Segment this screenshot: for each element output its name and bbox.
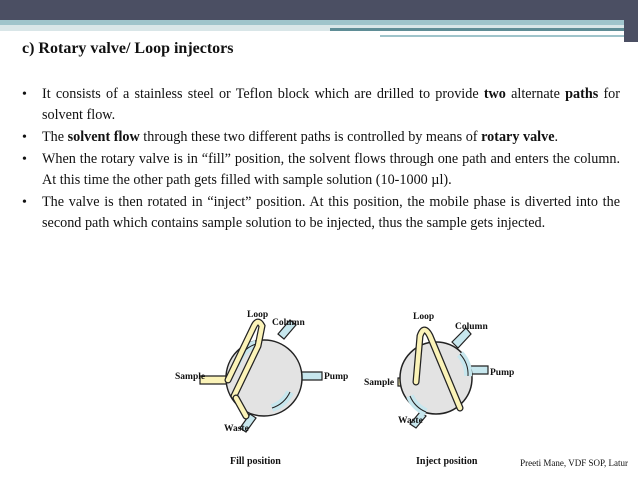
inject-loop-label: Loop xyxy=(413,312,435,322)
header-accent-line xyxy=(330,28,624,31)
bullet-text: It consists of a stainless steel or Teflon block which are drilled to provide xyxy=(42,86,484,102)
bullet-bold-text: paths xyxy=(565,86,599,102)
bullet-text: through these two different paths is controlled by means of xyxy=(139,129,482,145)
bullet-text: When the rotary valve is in “fill” position, the solvent flows through one path and enters the column. At this time the other path gets filled with sample solution (10-1000 µl). xyxy=(42,151,620,188)
header-accent-line-2 xyxy=(380,35,624,37)
inject-column-label: Column xyxy=(455,322,488,332)
slide-title: c) Rotary valve/ Loop injectors xyxy=(22,40,234,57)
bullet-bold-text: two xyxy=(483,86,506,102)
fill-sample-label: Sample xyxy=(175,372,206,382)
bullet-text: . xyxy=(554,129,559,145)
valve-diagrams-svg xyxy=(0,296,638,478)
inject-sample-label: Sample xyxy=(364,378,395,388)
bullet-item xyxy=(20,84,620,126)
bullet-item xyxy=(20,192,620,234)
fill-column-label: Column xyxy=(272,318,305,328)
inject-position-caption: Inject position xyxy=(416,456,478,467)
bullet-item xyxy=(20,127,620,148)
inject-valve-icon xyxy=(398,328,488,428)
bullet-list xyxy=(20,84,620,235)
fill-valve-icon xyxy=(200,320,322,432)
bullet-text: The xyxy=(42,129,68,145)
fill-waste-label: Waste xyxy=(224,424,249,434)
inject-waste-label: Waste xyxy=(398,416,423,426)
bullet-text: alternate xyxy=(505,86,566,102)
inject-pump-label: Pump xyxy=(490,368,515,378)
fill-pump-label: Pump xyxy=(324,372,349,382)
fill-loop-label: Loop xyxy=(247,310,269,320)
bullet-bold-text: rotary valve xyxy=(481,129,555,145)
bullet-bold-text: solvent flow xyxy=(67,129,140,145)
bullet-text: for solvent flow. xyxy=(42,86,620,123)
bullet-item xyxy=(20,149,620,191)
header-corner xyxy=(624,0,638,42)
author-credit: Preeti Mane, VDF SOP, Latur xyxy=(520,458,628,468)
header-band xyxy=(0,0,638,20)
fill-position-caption: Fill position xyxy=(230,456,281,467)
fill-pump-port xyxy=(300,372,322,380)
bullet-text: The valve is then rotated in “inject” position. At this position, the mobile phase is diverted into the second path which contains sample solution to be injected, thus the sample gets injected. xyxy=(42,194,620,231)
valve-diagrams xyxy=(0,296,638,478)
